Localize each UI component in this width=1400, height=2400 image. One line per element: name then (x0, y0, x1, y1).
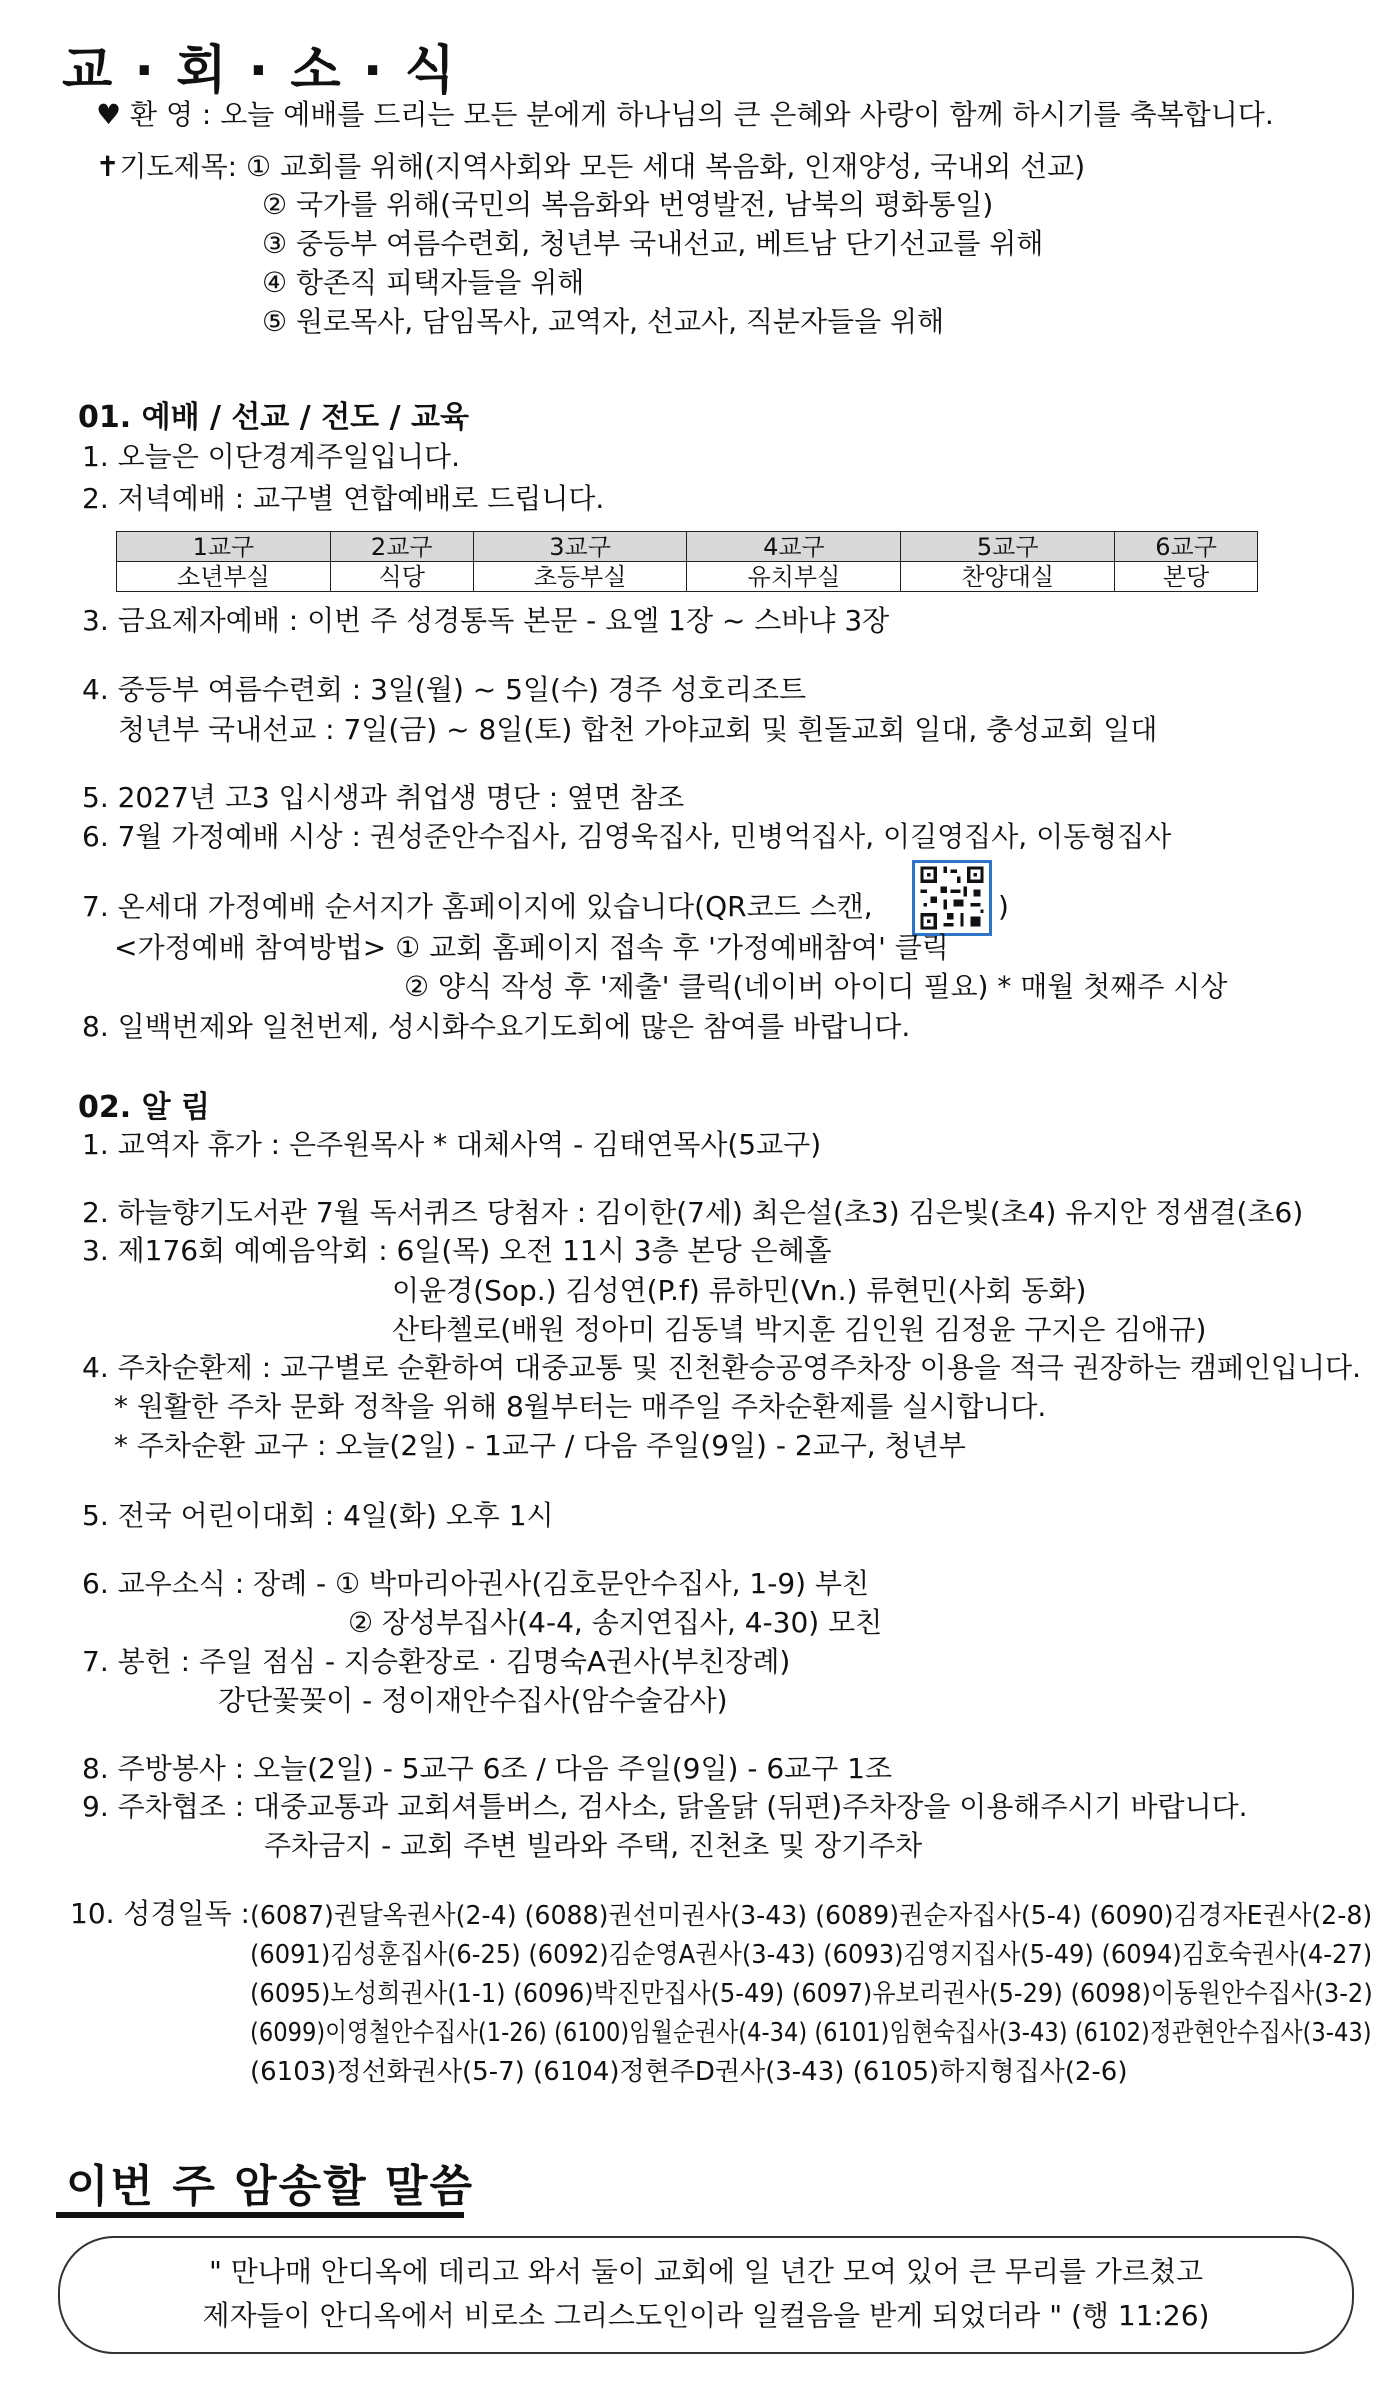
reading-row-3: (6095)노성희권사(1-1) (6096)박진만집사(5-49) (6097)유보리권사(5-29) (6098)이동원안수집사(3-2) (250, 1979, 1373, 2009)
reading-row-1: (6087)권달옥권사(2-4) (6088)권선미권사(3-43) (6089)권순자집사(5-4) (6090)김경자E권사(2-8) (250, 1901, 1373, 1931)
table-header-row (117, 532, 1258, 562)
worship-item-8: 8. 일백번제와 일천번제, 성시화수요기도회에 많은 참여를 바랍니다. (82, 1010, 911, 1043)
table-cell: 6교구 (1115, 532, 1258, 562)
worship-item-4a: 4. 중등부 여름수련회 : 3일(월) ~ 5일(수) 경주 성호리조트 (82, 673, 807, 706)
notice-item-4a: 4. 주차순환제 : 교구별로 순환하여 대중교통 및 진천환승공영주차장 이용을 적극 권장하는 캠페인입니다. (82, 1351, 1361, 1384)
section-heading-worship: 01. 예배 / 선교 / 전도 / 교육 (78, 400, 469, 435)
notice-item-4b: * 원활한 주차 문화 정착을 위해 8월부터는 매주일 주차순환제를 실시합니다. (114, 1390, 1047, 1423)
table-cell: 5교구 (901, 532, 1115, 562)
prayer-line-5: ⑤ 원로목사, 담임목사, 교역자, 선교사, 직분자들을 위해 (262, 305, 945, 338)
page-title: 교 · 회 · 소 · 식 (62, 41, 457, 101)
notice-item-7b: 강단꽃꽂이 - 정이재안수집사(암수술감사) (218, 1684, 728, 1717)
notice-item-5: 5. 전국 어린이대회 : 4일(화) 오후 1시 (82, 1499, 554, 1532)
title-underline (56, 2212, 464, 2218)
table-cell: 식당 (330, 562, 473, 592)
table-cell: 3교구 (473, 532, 687, 562)
worship-item-6: 6. 7월 가정예배 시상 : 권성준안수집사, 김영욱집사, 민병억집사, 이길영집사, 이동형집사 (82, 820, 1172, 853)
worship-item-7b: <가정예배 참여방법> ① 교회 홈페이지 접속 후 '가정예배참여' 클릭 (114, 931, 949, 964)
notice-item-1: 1. 교역자 휴가 : 은주원목사 * 대체사역 - 김태연목사(5교구) (82, 1128, 822, 1161)
notice-item-8: 8. 주방봉사 : 오늘(2일) - 5교구 6조 / 다음 주일(9일) - 6교구 1조 (82, 1752, 893, 1785)
worship-item-7c: ② 양식 작성 후 '제출' 클릭(네이버 아이디 필요) * 매월 첫째주 시상 (404, 970, 1228, 1003)
district-location-table (116, 531, 1258, 592)
memory-verse-line-1: " 만나매 안디옥에 데리고 와서 둘이 교회에 일 년간 모여 있어 큰 무리를 가르쳤고 (208, 2255, 1204, 2288)
prayer-line-4: ④ 항존직 피택자들을 위해 (262, 266, 585, 299)
table-cell: 찬양대실 (901, 562, 1115, 592)
memory-verse-title: 이번 주 암송할 말씀 (66, 2161, 474, 2212)
table-row (117, 562, 1258, 592)
table-cell: 초등부실 (473, 562, 687, 592)
section-heading-notices: 02. 알 림 (78, 1090, 210, 1125)
worship-item-1: 1. 오늘은 이단경계주일입니다. (82, 440, 460, 473)
table-cell: 1교구 (117, 532, 331, 562)
worship-item-4b: 청년부 국내선교 : 7일(금) ~ 8일(토) 합천 가야교회 및 흰돌교회 일대, 충성교회 일대 (118, 713, 1158, 746)
table-cell: 2교구 (330, 532, 473, 562)
notice-item-4c: * 주차순환 교구 : 오늘(2일) - 1교구 / 다음 주일(9일) - 2교구, 청년부 (114, 1429, 966, 1462)
worship-item-2: 2. 저녁예배 : 교구별 연합예배로 드립니다. (82, 482, 605, 515)
notice-item-3b: 이윤경(Sop.) 김성연(P.f) 류하민(Vn.) 류현민(사회 동화) (392, 1274, 1087, 1307)
reading-row-2: (6091)김성훈집사(6-25) (6092)김순영A권사(3-43) (6093)김영지집사(5-49) (6094)김호숙권사(4-27) (250, 1940, 1373, 1970)
notice-item-6a: 6. 교우소식 : 장례 - ① 박마리아권사(김호문안수집사, 1-9) 부친 (82, 1567, 870, 1600)
worship-item-7-close: ) (998, 890, 1009, 923)
notice-item-3c: 산타첼로(배원 정아미 김동녘 박지훈 김인원 김정윤 구지은 김애규) (392, 1313, 1207, 1346)
welcome-line: ♥ 환 영 : 오늘 예배를 드리는 모든 분에게 하나님의 큰 은혜와 사랑이 함께 하시기를 축복합니다. (96, 98, 1274, 131)
reading-row-5: (6103)정선화권사(5-7) (6104)정현주D권사(3-43) (6105)하지형집사(2-6) (250, 2057, 1128, 2087)
prayer-line-1: ✝기도제목: ① 교회를 위해(지역사회와 모든 세대 복음화, 인재양성, 국내외 선교) (96, 150, 1086, 183)
prayer-line-3: ③ 중등부 여름수련회, 청년부 국내선교, 베트남 단기선교를 위해 (262, 227, 1044, 260)
worship-item-3: 3. 금요제자예배 : 이번 주 성경통독 본문 - 요엘 1장 ~ 스바냐 3장 (82, 604, 890, 637)
memory-verse-line-2: 제자들이 안디옥에서 비로소 그리스도인이라 일컬음을 받게 되었더라 " (행 11:26) (202, 2299, 1210, 2332)
qr-code-icon[interactable] (912, 860, 992, 936)
reading-row-4: (6099)이영철안수집사(1-26) (6100)임월순권사(4-34) (6101)임현숙집사(3-43) (6102)정관현안수집사(3-43) (250, 2018, 1372, 2048)
table-cell: 4교구 (687, 532, 901, 562)
worship-item-5: 5. 2027년 고3 입시생과 취업생 명단 : 옆면 참조 (82, 781, 685, 814)
notice-item-7a: 7. 봉헌 : 주일 점심 - 지승환장로 · 김명숙A권사(부친장례) (82, 1645, 791, 1678)
notice-item-9b: 주차금지 - 교회 주변 빌라와 주택, 진천초 및 장기주차 (264, 1829, 923, 1862)
notice-item-9a: 9. 주차협조 : 대중교통과 교회셔틀버스, 검사소, 닭올닭 (뒤편)주차장을 이용해주시기 바랍니다. (82, 1790, 1248, 1823)
notice-item-10-label: 10. 성경일독 : (70, 1897, 250, 1930)
table-cell: 본당 (1115, 562, 1258, 592)
prayer-line-2: ② 국가를 위해(국민의 복음화와 번영발전, 남북의 평화통일) (262, 188, 994, 221)
notice-item-2: 2. 하늘향기도서관 7월 독서퀴즈 당첨자 : 김이한(7세) 최은설(초3) 김은빛(초4) 유지안 정샘결(초6) (82, 1196, 1304, 1229)
notice-item-6b: ② 장성부집사(4-4, 송지연집사, 4-30) 모친 (348, 1606, 883, 1639)
notice-item-3a: 3. 제176회 예예음악회 : 6일(목) 오전 11시 3층 본당 은혜홀 (82, 1234, 832, 1267)
table-cell: 유치부실 (687, 562, 901, 592)
table-cell: 소년부실 (117, 562, 331, 592)
worship-item-7: 7. 온세대 가정예배 순서지가 홈페이지에 있습니다(QR코드 스캔, (82, 890, 873, 923)
